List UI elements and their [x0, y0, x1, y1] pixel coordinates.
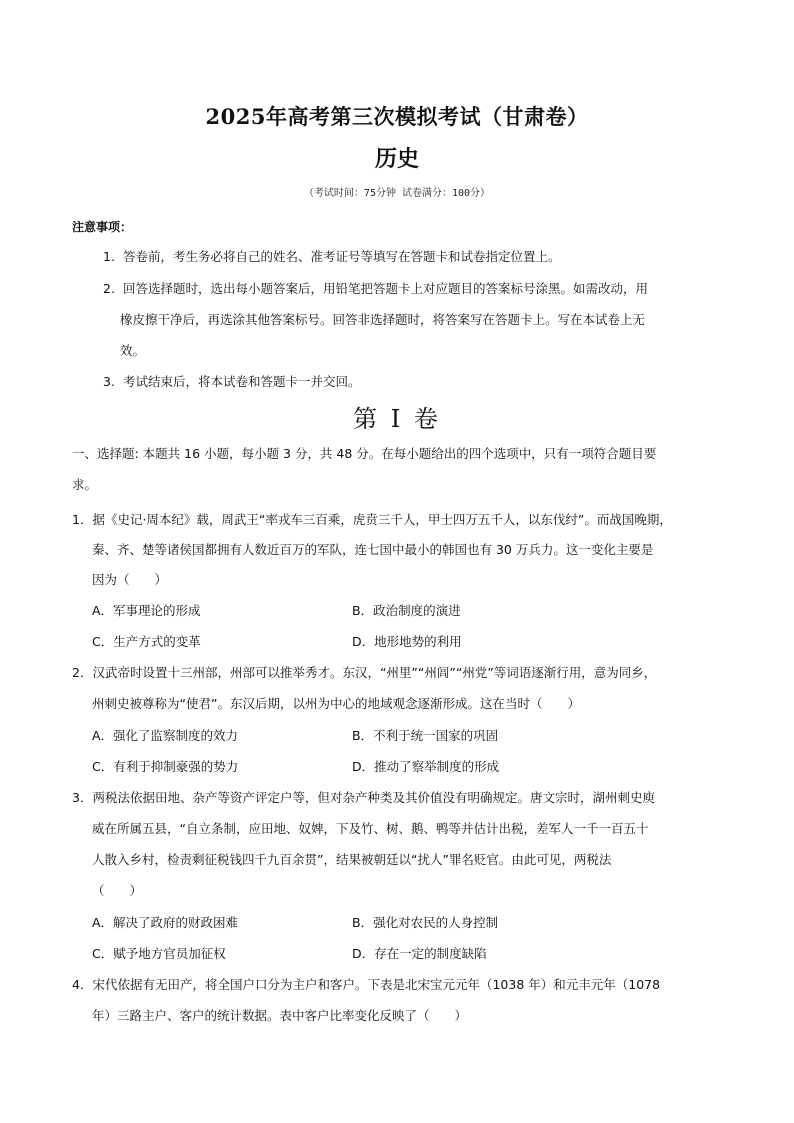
notice-item-number: 2.: [103, 281, 115, 296]
notice-item-text: 考试结束后，将本试卷和答题卡一并交回。: [122, 374, 361, 389]
question-2-option-d: D．推动了察举制度的形成: [352, 759, 500, 774]
question-2-stem: 州刺史被尊称为“使君”。东汉后期，以州为中心的地域观念逐渐形成。这在当时（ ）: [92, 696, 580, 711]
question-1-option-a: A．军事理论的形成: [92, 603, 201, 618]
notice-item-3: [103, 367, 723, 397]
question-2-option-c: C．有利于抑制豪强的势力: [92, 759, 239, 774]
section-heading: 求。: [72, 477, 98, 492]
exam-meta: （考试时间：75分钟 试卷满分：100分）: [303, 188, 491, 199]
question-2-stem: 2．汉武帝时设置十三州部，州部可以推举秀才。东汉，“州里”“州闾”“州党”等词语逐渐行用，意为同乡，: [72, 665, 657, 680]
question-1-stem: 1．据《史记·周本纪》载，周武王“率戎车三百乘，虎贲三千人，甲士四万五千人，以东伐纣”。而战国晚期，: [72, 512, 672, 527]
question-3-stem: （ ）: [92, 883, 143, 898]
question-3-option-c: C．赋予地方官员加征权: [92, 946, 226, 961]
volume-title: 第 I 卷: [353, 405, 441, 433]
notice-item-1: [103, 242, 723, 272]
notice-item-number: 3.: [103, 374, 115, 389]
notice-item-text: 橡皮擦干净后，再选涂其他答案标号。回答非选择题时，将答案写在答题卡上。写在本试卷上无: [120, 312, 646, 327]
question-1-stem: 秦、齐、楚等诸侯国都拥有人数近百万的军队，连七国中最小的韩国也有 30 万兵力。这一变化主要是: [92, 542, 654, 557]
notice-item-text: 答卷前，考生务必将自己的姓名、准考证号等填写在答题卡和试卷指定位置上。: [122, 249, 561, 264]
exam-subject: 历史: [374, 146, 419, 172]
question-3-stem: 3．两税法依据田地、杂产等资产评定户等，但对杂产种类及其价值没有明确规定。唐文宗时，湖州刺史庾: [72, 790, 655, 805]
question-1-option-d: D．地形地势的利用: [352, 634, 462, 649]
question-2-option-b: B．不利于统一国家的巩固: [352, 728, 499, 743]
notice-item-text: 回答选择题时，选出每小题答案后，用铅笔把答题卡上对应题目的答案标号涂黑。如需改动，用: [122, 281, 648, 296]
question-3-option-d: D．存在一定的制度缺陷: [352, 946, 487, 961]
question-4-stem: 年）三路主户、客户的统计数据。表中客户比率变化反映了（ ）: [92, 1008, 468, 1023]
question-1-option-c: C．生产方式的变革: [92, 634, 201, 649]
exam-title: 2025年高考第三次模拟考试（甘肃卷）: [205, 104, 589, 129]
section-heading: 一、选择题: 本题共 16 小题，每小题 3 分，共 48 分。在每小题给出的四个选项中，只有一项符合题目要: [72, 446, 657, 461]
question-4-stem: 4．宋代依据有无田产，将全国户口分为主户和客户。下表是北宋宝元元年（1038 年）和元丰元年（1078: [72, 977, 661, 992]
question-3-option-a: A．解决了政府的财政困难: [92, 915, 239, 930]
question-3-option-b: B．强化对农民的人身控制: [352, 915, 499, 930]
notice-item-2: [103, 274, 723, 304]
question-3-stem: 人散入乡村，检责剩征税钱四千九百余贯”，结果被朝廷以“扰人”罪名贬官。由此可见，两税法: [92, 852, 612, 867]
question-1-option-b: B．政治制度的演进: [352, 603, 461, 618]
notice-title: 注意事项：: [72, 220, 133, 234]
question-3-stem: 威在所属五县，“自立条制，应田地、奴婢，下及竹、树、鹅、鸭等并估计出税，差军人一千一百五十: [92, 821, 649, 836]
question-2-option-a: A．强化了监察制度的效力: [92, 728, 239, 743]
notice-item-number: 1.: [103, 249, 115, 264]
notice-item-text: 效。: [120, 343, 146, 358]
question-1-stem: 因为（ ）: [92, 572, 168, 587]
